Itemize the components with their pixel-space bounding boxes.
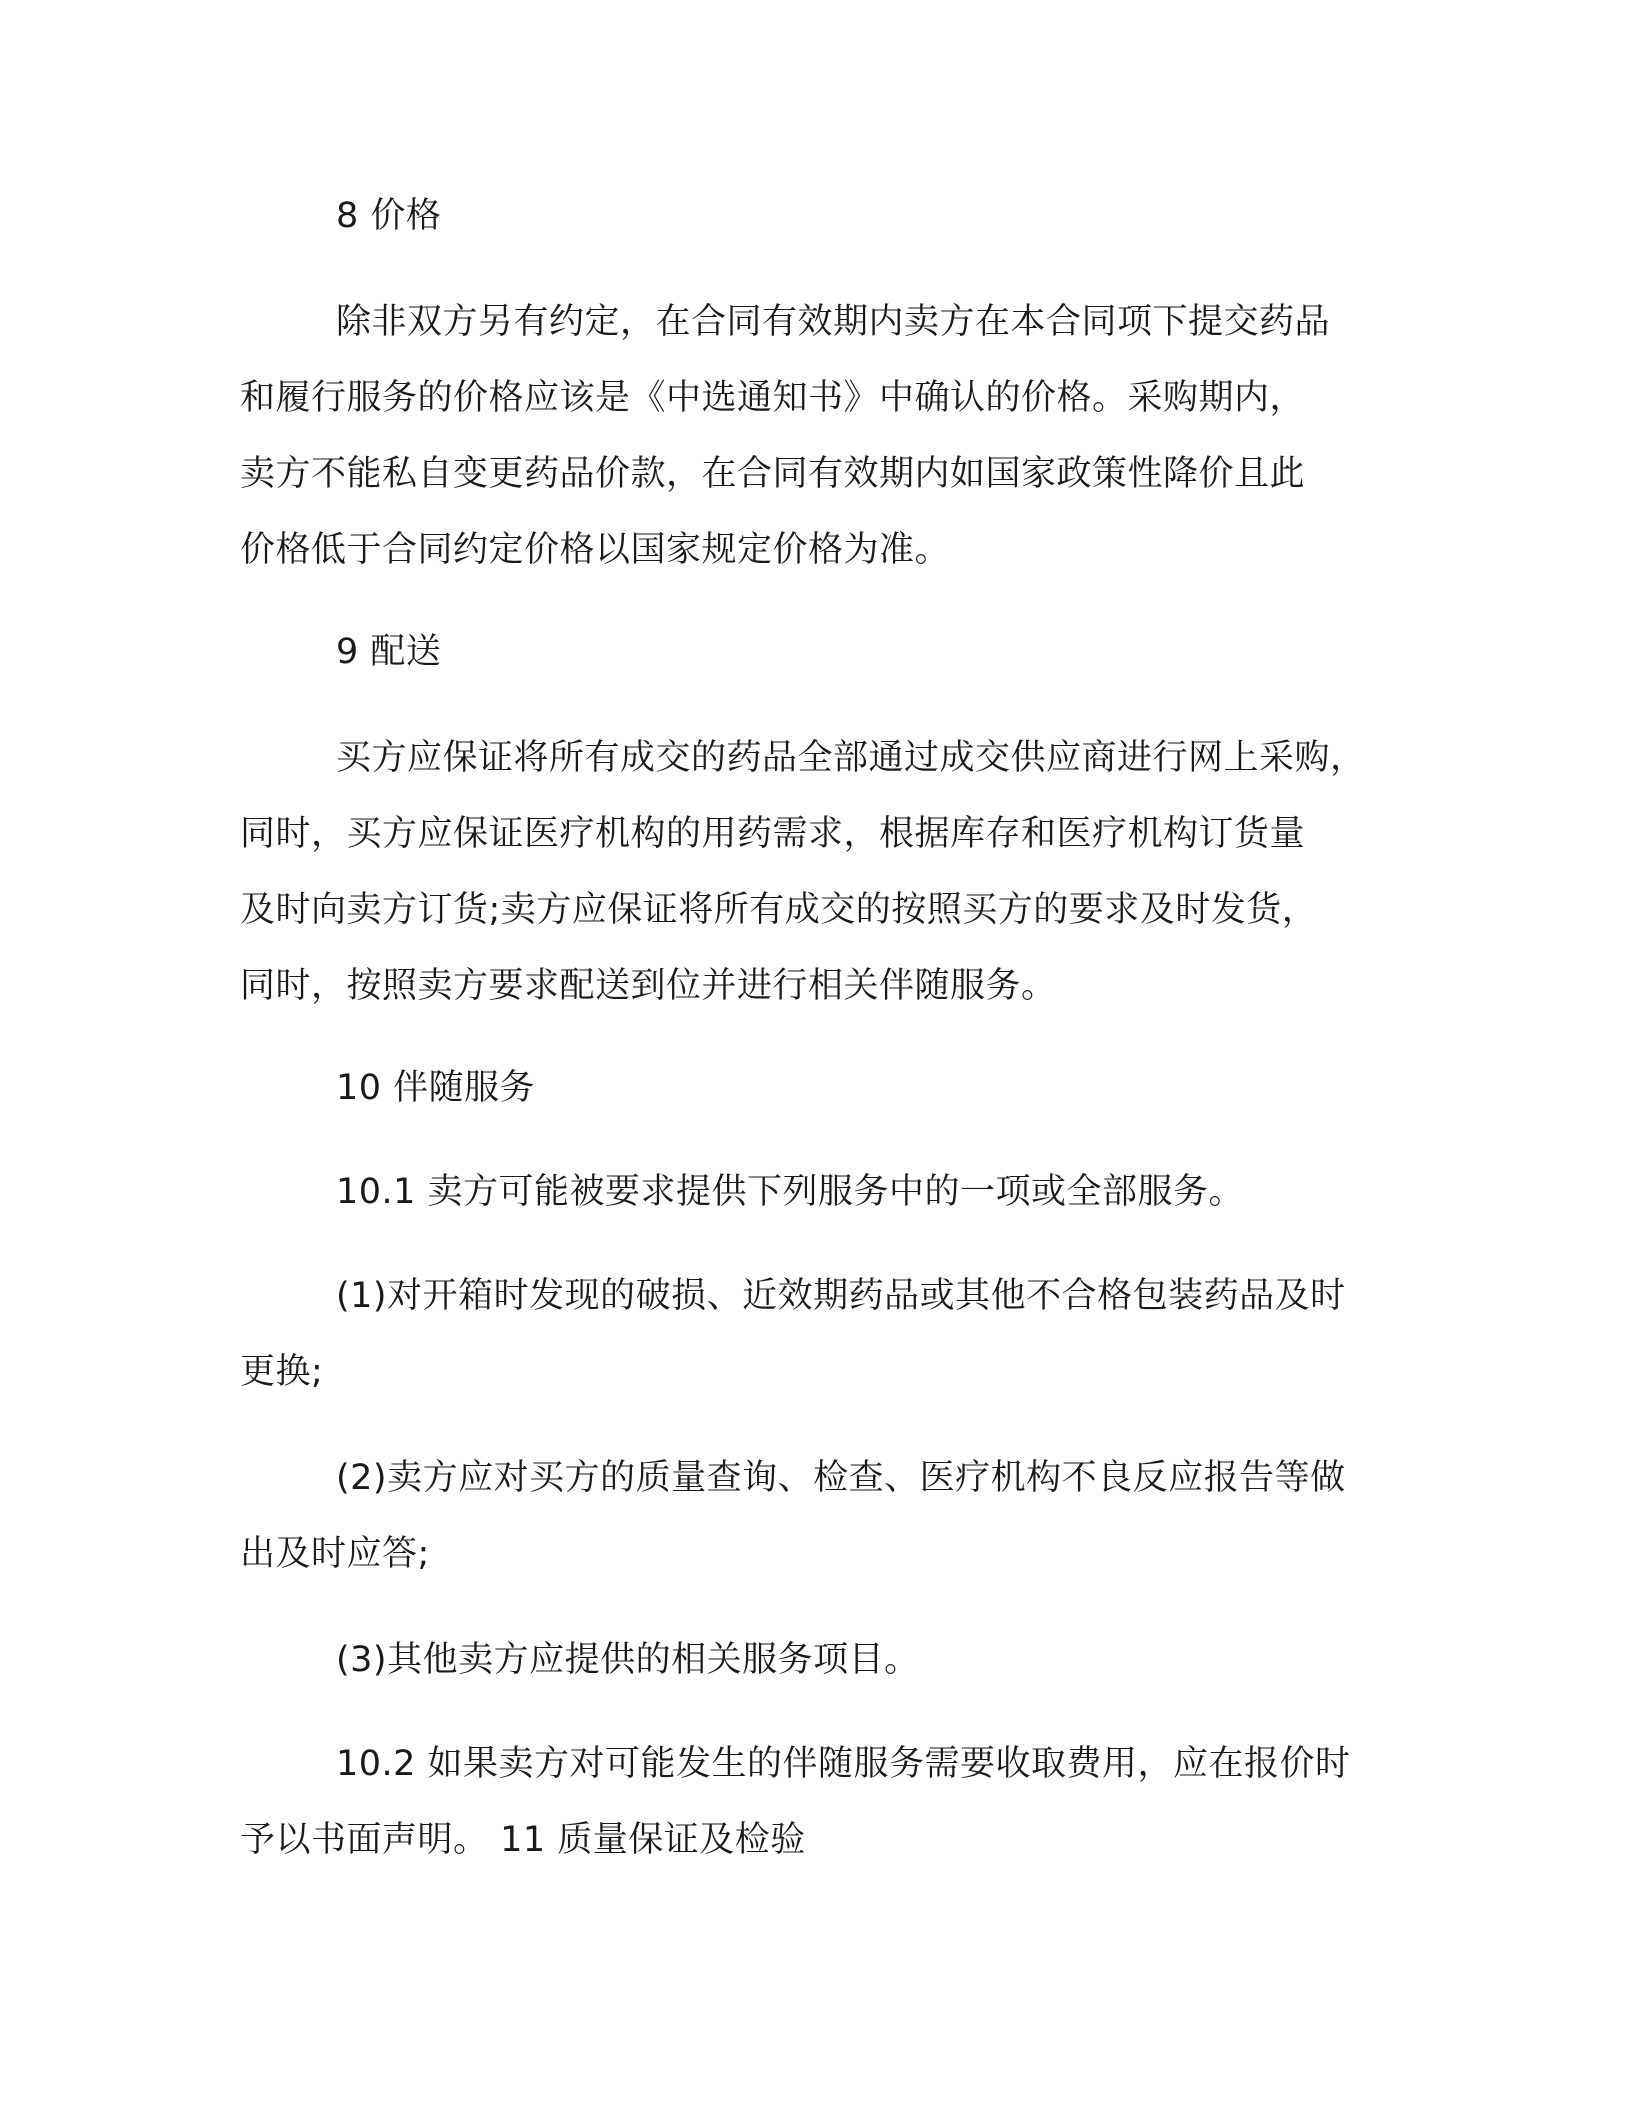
paragraph-line: 10.1 卖方可能被要求提供下列服务中的一项或全部服务。: [336, 1172, 1245, 1212]
paragraph-line: (1)对开箱时发现的破损、近效期药品或其他不合格包装药品及时: [336, 1276, 1346, 1316]
paragraph-line: 和履行服务的价格应该是《中选通知书》中确认的价格。采购期内，: [240, 378, 1306, 418]
paragraph-price: [240, 284, 1390, 588]
section-heading-8: [240, 178, 1390, 254]
list-item-2: [240, 1440, 1390, 1592]
paragraph-line: 10.2 如果卖方对可能发生的伴随服务需要收取费用，应在报价时: [336, 1744, 1351, 1784]
paragraph-line: 卖方不能私自变更药品价款，在合同有效期内如国家政策性降价且此: [240, 454, 1306, 494]
paragraph-line: 同时，买方应保证医疗机构的用药需求，根据库存和医疗机构订货量: [240, 814, 1306, 854]
paragraph-10-2: [240, 1726, 1390, 1878]
paragraph-line: 出及时应答;: [240, 1534, 430, 1574]
list-item-1: [240, 1258, 1390, 1410]
paragraph-line: (2)卖方应对买方的质量查询、检查、医疗机构不良反应报告等做: [336, 1458, 1346, 1498]
paragraph-line: 同时，按照卖方要求配送到位并进行相关伴随服务。: [240, 966, 1057, 1006]
heading-text: 8 价格: [336, 196, 442, 236]
paragraph-line: 予以书面声明。 11 质量保证及检验: [240, 1820, 806, 1860]
paragraph-line: 及时向卖方订货;卖方应保证将所有成交的按照买方的要求及时发货，: [240, 890, 1318, 930]
paragraph-line: (3)其他卖方应提供的相关服务项目。: [336, 1640, 920, 1680]
paragraph-10-1: [240, 1154, 1390, 1230]
paragraph-line: 除非双方另有约定，在合同有效期内卖方在本合同项下提交药品: [336, 302, 1331, 342]
section-heading-9: [240, 614, 1390, 690]
list-item-3: [240, 1622, 1390, 1698]
paragraph-line: 更换;: [240, 1352, 324, 1392]
section-heading-10: [240, 1050, 1390, 1126]
heading-text: 10 伴随服务: [336, 1068, 536, 1108]
paragraph-delivery: [240, 720, 1390, 1024]
paragraph-line: 价格低于合同约定价格以国家规定价格为准。: [240, 530, 951, 570]
heading-text: 9 配送: [336, 632, 442, 672]
paragraph-line: 买方应保证将所有成交的药品全部通过成交供应商进行网上采购，: [336, 738, 1366, 778]
